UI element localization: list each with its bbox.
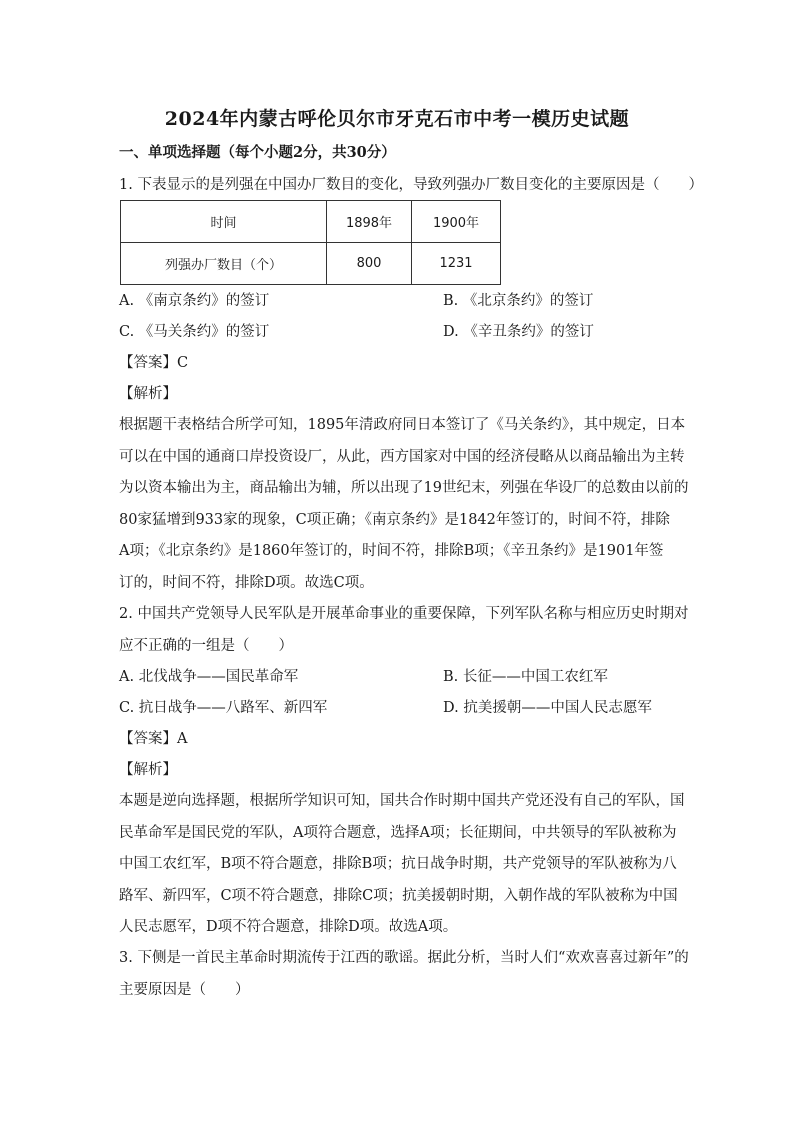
table-header-cell: 1898年 — [327, 201, 412, 243]
question-1-answer: 【答案】C — [119, 355, 189, 371]
table-cell: 1231 — [412, 243, 501, 285]
question-2-option-a: A. 北伐战争——国民革命军 — [119, 669, 299, 685]
table-row — [121, 243, 501, 285]
question-1-analysis-label: 【解析】 — [119, 386, 177, 402]
analysis-line: 根据题干表格结合所学可知，1895年清政府同日本签订了《马关条约》，其中规定，日本 — [119, 417, 686, 433]
section-heading: 一、单项选择题（每个小题2分，共30分） — [119, 144, 396, 161]
table-header-cell: 1900年 — [412, 201, 501, 243]
analysis-line: 本题是逆向选择题，根据所学知识可知，国共合作时期中国共产党还没有自己的军队，国 — [119, 793, 685, 809]
stem-line: 3. 下侧是一首民主革命时期流传于江西的歌谣。据此分析，当时人们“欢欢喜喜过新年”的 — [119, 950, 689, 966]
question-2-option-c: C. 抗日战争——八路军、新四军 — [119, 700, 328, 716]
analysis-line: 路军、新四军，C项不符合题意，排除C项；抗美援朝时期，入朝作战的军队被称为中国 — [119, 887, 678, 904]
question-2-option-d: D. 抗美援朝——中国人民志愿军 — [443, 700, 652, 716]
analysis-line: 为以资本输出为主，商品输出为辅，所以出现了19世纪末，列强在华设厂的总数由以前的 — [119, 480, 689, 496]
analysis-line: 可以在中国的通商口岸投资设厂，从此，西方国家对中国的经济侵略从以商品输出为主转 — [119, 448, 685, 465]
question-1-option-d: D. 《辛丑条约》的签订 — [443, 324, 594, 340]
question-1-option-a: A. 《南京条约》的签订 — [119, 293, 270, 309]
stem-line: 2. 中国共产党领导人民军队是开展革命事业的重要保障，下列军队名称与相应历史时期对 — [119, 606, 689, 622]
analysis-line: 民革命军是国民党的军队，A项符合题意，选择A项；长征期间，中共领导的军队被称为 — [119, 824, 677, 841]
question-1-table — [120, 200, 501, 285]
question-1-stem: 1. 下表显示的是列强在中国办厂数目的变化，导致列强办厂数目变化的主要原因是（ ） — [119, 177, 703, 193]
stem-line: 应不正确的一组是（ ） — [119, 637, 293, 654]
analysis-line: 80家猛增到933家的现象，C项正确；《南京条约》是1842年签订的，时间不符，排除 — [119, 511, 670, 528]
table-row — [121, 201, 501, 243]
analysis-line: 人民志愿军，D项不符合题意，排除D项。故选A项。 — [119, 919, 458, 935]
question-2-stem — [119, 599, 689, 662]
question-2-answer: 【答案】A — [119, 731, 188, 747]
analysis-line: A项；《北京条约》是1860年签订的，时间不符，排除B项；《辛丑条约》是1901年签 — [119, 543, 664, 559]
analysis-line: 中国工农红军，B项不符合题意，排除B项；抗日战争时期，共产党领导的军队被称为八 — [119, 856, 677, 872]
question-2-analysis — [119, 786, 685, 944]
stem-line: 主要原因是（ ） — [119, 981, 250, 998]
question-1-option-c: C. 《马关条约》的签订 — [119, 324, 270, 340]
table-header-cell: 时间 — [121, 201, 327, 243]
question-2-analysis-label: 【解析】 — [119, 762, 177, 778]
question-2-option-b: B. 长征——中国工农红军 — [443, 669, 608, 685]
table-cell: 800 — [327, 243, 412, 285]
table-cell: 列强办厂数目（个） — [121, 243, 327, 285]
question-3-stem — [119, 943, 689, 1006]
page-title: 2024年内蒙古呼伦贝尔市牙克石市中考一模历史试题 — [164, 108, 630, 130]
analysis-line: 订的，时间不符，排除D项。故选C项。 — [119, 574, 374, 591]
question-1-analysis — [119, 410, 689, 599]
question-1-option-b: B. 《北京条约》的签订 — [443, 293, 594, 309]
